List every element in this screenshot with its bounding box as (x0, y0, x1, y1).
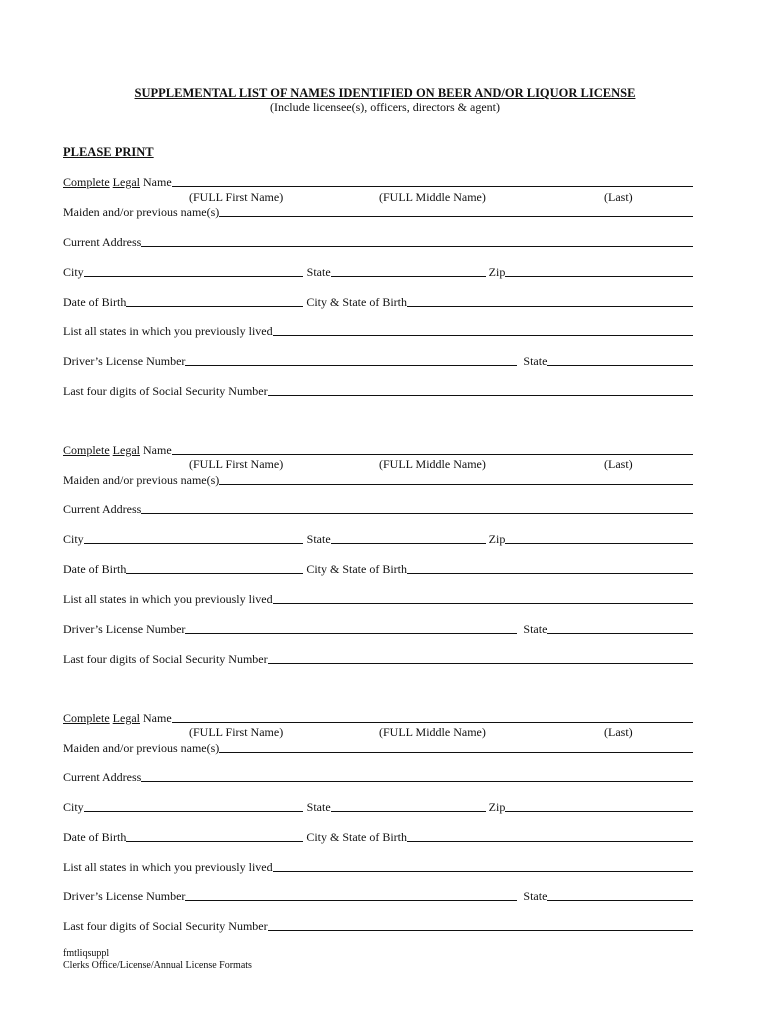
maiden-name-label: Maiden and/or previous name(s) (63, 473, 220, 487)
dob-field[interactable] (126, 560, 303, 574)
name-hints-2 (63, 457, 693, 471)
license-row-2 (63, 620, 693, 636)
zip-label: Zip (488, 532, 506, 546)
ssn-row-2 (63, 650, 693, 666)
last-name-hint: (Last) (604, 457, 633, 471)
maiden-name-row-2 (63, 471, 693, 487)
license-state-field[interactable] (547, 620, 693, 634)
legal-name-row-2 (63, 441, 693, 457)
city-label: City (63, 532, 84, 546)
birthplace-field[interactable] (407, 828, 693, 842)
current-address-field[interactable] (141, 500, 693, 514)
legal-name-field[interactable] (172, 173, 693, 187)
legal-name-row-1 (63, 173, 693, 189)
license-state-label: State (523, 354, 548, 368)
city-field[interactable] (84, 530, 303, 544)
footer-form-code: fmtliqsuppl (63, 948, 110, 959)
maiden-name-row-1 (63, 203, 693, 219)
current-address-field[interactable] (141, 768, 693, 782)
previous-states-row-2 (63, 590, 693, 606)
city-field[interactable] (84, 263, 303, 277)
ssn-label: Last four digits of Social Security Number (63, 652, 268, 666)
last-name-hint: (Last) (604, 725, 633, 739)
form-subtitle: (Include licensee(s), officers, directors & agent) (269, 100, 500, 114)
drivers-license-label: Driver’s License Number (63, 622, 186, 636)
drivers-license-label: Driver’s License Number (63, 354, 186, 368)
first-name-hint: (FULL First Name) (189, 725, 284, 739)
license-row-1 (63, 352, 693, 368)
previous-states-row-1 (63, 322, 693, 338)
ssn-label: Last four digits of Social Security Number (63, 384, 268, 398)
license-state-label: State (523, 622, 548, 636)
drivers-license-field[interactable] (185, 887, 517, 901)
license-state-label: State (523, 889, 548, 903)
ssn-field[interactable] (268, 917, 693, 931)
dob-field[interactable] (126, 828, 303, 842)
current-address-label: Current Address (63, 770, 142, 784)
name-hints-3 (63, 725, 693, 739)
zip-field[interactable] (505, 263, 693, 277)
previous-states-label: List all states in which you previously lived (63, 860, 273, 874)
previous-states-field[interactable] (273, 322, 693, 336)
state-field[interactable] (331, 530, 486, 544)
first-name-hint: (FULL First Name) (189, 190, 284, 204)
legal-name-label: Complete Legal Name (63, 175, 172, 189)
dob-label: Date of Birth (63, 830, 127, 844)
dob-field[interactable] (126, 293, 303, 307)
city-field[interactable] (84, 798, 303, 812)
maiden-name-label: Maiden and/or previous name(s) (63, 741, 220, 755)
dob-label: Date of Birth (63, 562, 127, 576)
zip-field[interactable] (505, 798, 693, 812)
license-row-3 (63, 887, 693, 903)
maiden-name-field[interactable] (219, 739, 693, 753)
dob-label: Date of Birth (63, 295, 127, 309)
first-name-hint: (FULL First Name) (189, 457, 284, 471)
state-label: State (306, 532, 331, 546)
city-label: City (63, 265, 84, 279)
previous-states-field[interactable] (273, 590, 693, 604)
city-state-zip-row-1 (63, 263, 693, 279)
birthplace-field[interactable] (407, 293, 693, 307)
footer-file-path: Clerks Office/License/Annual License Formats (63, 960, 252, 971)
legal-name-label: Complete Legal Name (63, 443, 172, 457)
ssn-row-1 (63, 382, 693, 398)
address-row-1 (63, 233, 693, 249)
birthplace-field[interactable] (407, 560, 693, 574)
state-label: State (306, 265, 331, 279)
drivers-license-label: Driver’s License Number (63, 889, 186, 903)
current-address-label: Current Address (63, 235, 142, 249)
drivers-license-field[interactable] (185, 352, 517, 366)
legal-name-field[interactable] (172, 709, 693, 723)
zip-label: Zip (488, 265, 506, 279)
current-address-field[interactable] (141, 233, 693, 247)
maiden-name-field[interactable] (219, 471, 693, 485)
middle-name-hint: (FULL Middle Name) (379, 725, 486, 739)
zip-label: Zip (488, 800, 506, 814)
birthplace-label: City & State of Birth (306, 295, 407, 309)
birth-row-1 (63, 293, 693, 309)
city-state-zip-row-2 (63, 530, 693, 546)
previous-states-field[interactable] (273, 858, 693, 872)
maiden-name-row-3 (63, 739, 693, 755)
zip-field[interactable] (505, 530, 693, 544)
maiden-name-field[interactable] (219, 203, 693, 217)
ssn-field[interactable] (268, 382, 693, 396)
state-field[interactable] (331, 263, 486, 277)
current-address-label: Current Address (63, 502, 142, 516)
legal-name-label: Complete Legal Name (63, 711, 172, 725)
license-state-field[interactable] (547, 887, 693, 901)
birthplace-label: City & State of Birth (306, 562, 407, 576)
license-state-field[interactable] (547, 352, 693, 366)
please-print-label: PLEASE PRINT (63, 145, 154, 159)
ssn-label: Last four digits of Social Security Number (63, 919, 268, 933)
ssn-row-3 (63, 917, 693, 933)
address-row-3 (63, 768, 693, 784)
previous-states-label: List all states in which you previously lived (63, 592, 273, 606)
maiden-name-label: Maiden and/or previous name(s) (63, 205, 220, 219)
legal-name-field[interactable] (172, 441, 693, 455)
birth-row-2 (63, 560, 693, 576)
address-row-2 (63, 500, 693, 516)
state-label: State (306, 800, 331, 814)
city-state-zip-row-3 (63, 798, 693, 814)
middle-name-hint: (FULL Middle Name) (379, 190, 486, 204)
previous-states-row-3 (63, 858, 693, 874)
birthplace-label: City & State of Birth (306, 830, 407, 844)
birth-row-3 (63, 828, 693, 844)
form-title: SUPPLEMENTAL LIST OF NAMES IDENTIFIED ON BEER AND/OR LIQUOR LICENSE (134, 86, 636, 100)
name-hints-1 (63, 190, 693, 204)
ssn-field[interactable] (268, 650, 693, 664)
city-label: City (63, 800, 84, 814)
state-field[interactable] (331, 798, 486, 812)
drivers-license-field[interactable] (185, 620, 517, 634)
previous-states-label: List all states in which you previously lived (63, 324, 273, 338)
last-name-hint: (Last) (604, 190, 633, 204)
middle-name-hint: (FULL Middle Name) (379, 457, 486, 471)
legal-name-row-3 (63, 709, 693, 725)
